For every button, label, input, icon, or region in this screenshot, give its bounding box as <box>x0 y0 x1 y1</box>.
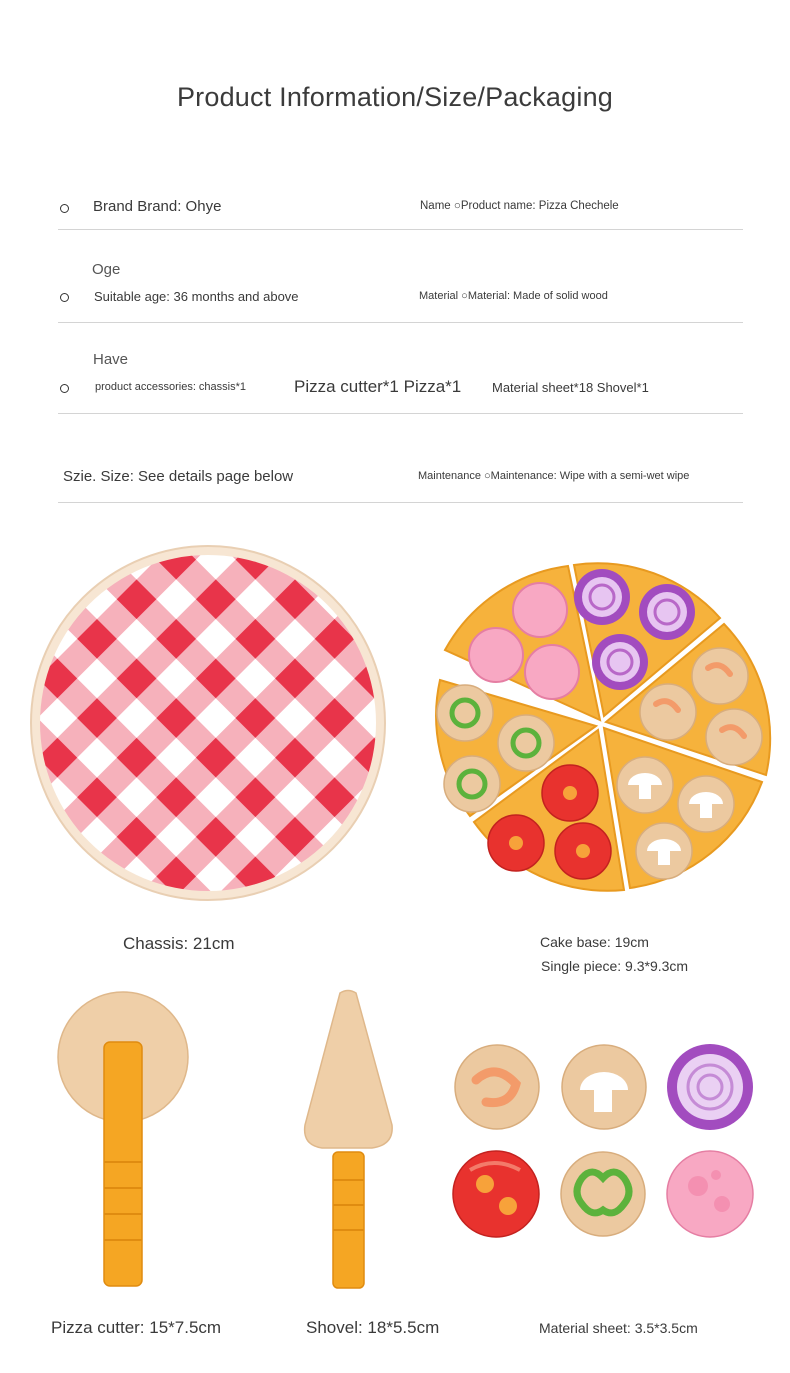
accessories-text-a: product accessories: chassis*1 <box>95 381 247 393</box>
sheet-caption: Material sheet: 3.5*3.5cm <box>539 1320 698 1336</box>
have-heading: Have <box>93 351 129 368</box>
accessories-text-b: Pizza cutter*1 Pizza*1 <box>294 377 462 396</box>
shovel-caption: Shovel: 18*5.5cm <box>306 1318 440 1337</box>
page-title: Product Information/Size/Packaging <box>176 82 614 112</box>
single-piece-caption: Single piece: 9.3*9.3cm <box>541 958 689 974</box>
age-heading: Oge <box>92 261 121 278</box>
cake-base-caption: Cake base: 19cm <box>540 934 649 950</box>
product-name-text: Name ○Product name: Pizza Chechele <box>420 200 619 212</box>
size-text: Szie. Size: See details page below <box>63 468 294 485</box>
maintenance-text: Maintenance ○Maintenance: Wipe with a semi-wet wipe <box>418 470 690 482</box>
material-text: Material ○Material: Made of solid wood <box>419 290 608 302</box>
chassis-caption: Chassis: 21cm <box>123 934 235 953</box>
brand-text: Brand Brand: Ohye <box>93 198 222 215</box>
cutter-caption: Pizza cutter: 15*7.5cm <box>51 1318 222 1337</box>
age-text: Suitable age: 36 months and above <box>94 289 299 304</box>
accessories-text-c: Material sheet*18 Shovel*1 <box>492 380 649 395</box>
